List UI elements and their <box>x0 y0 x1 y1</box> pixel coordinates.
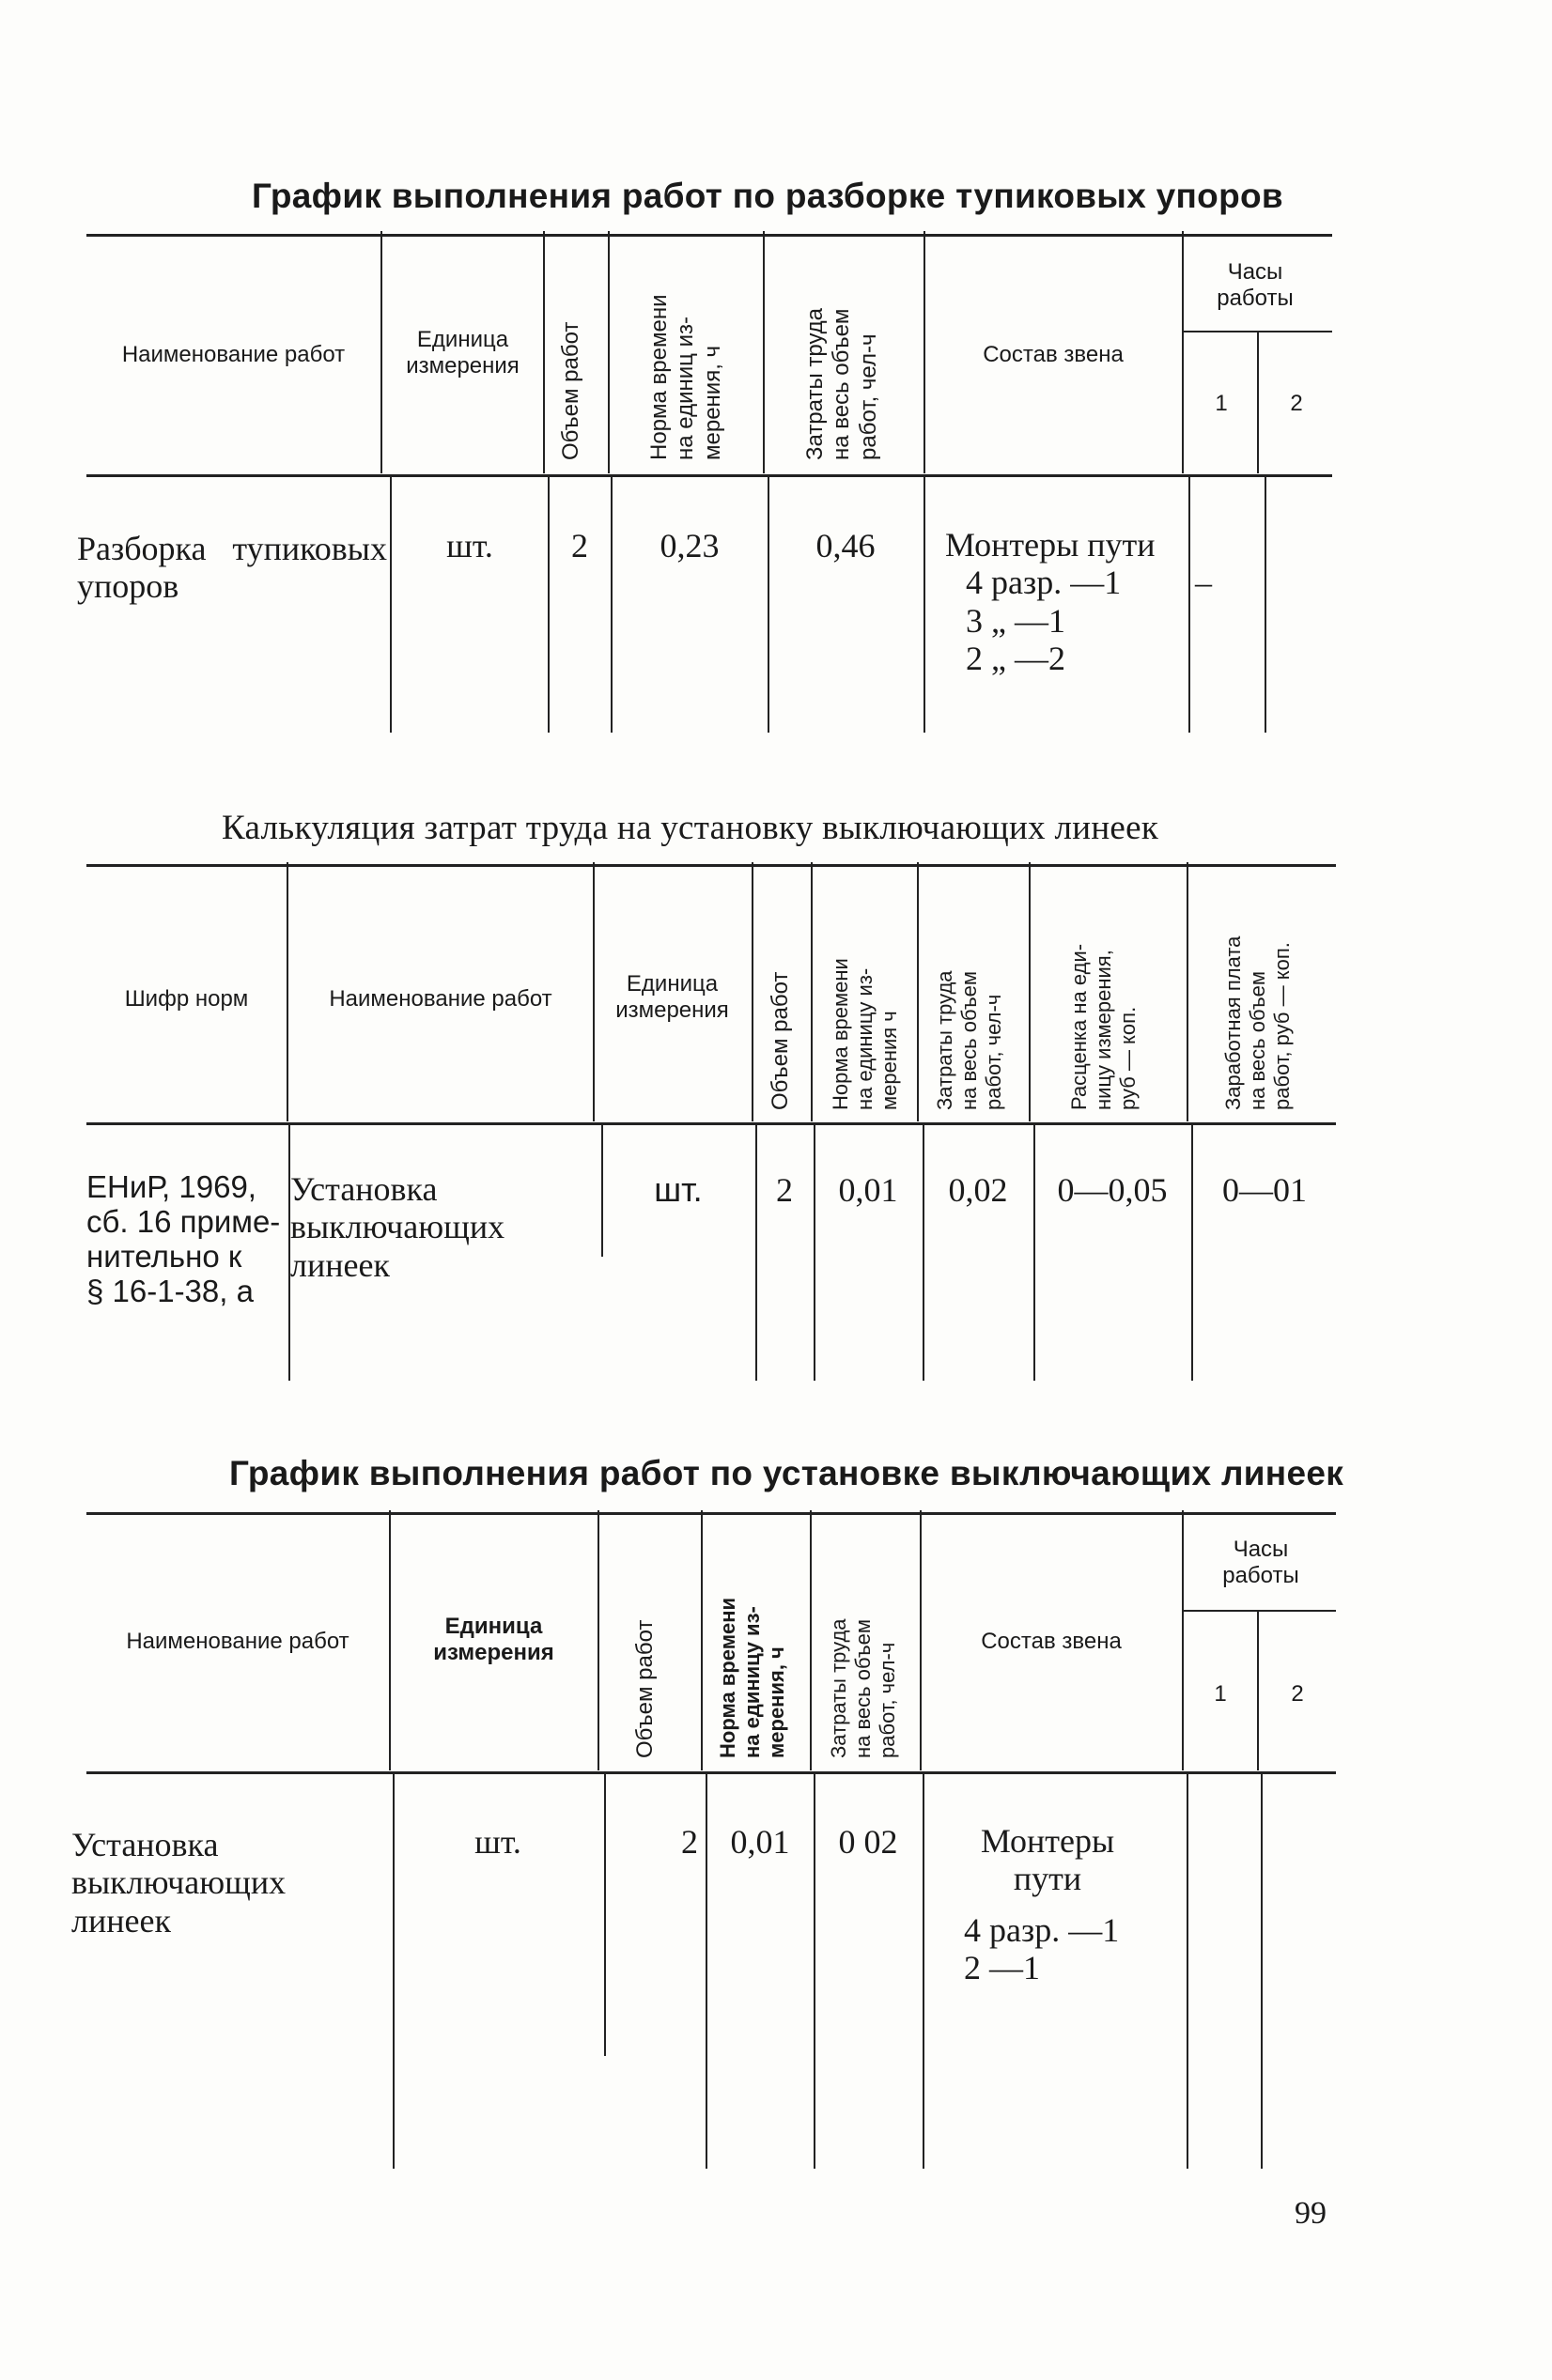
table3-header-volume: Объем работ <box>632 1619 658 1758</box>
table2-cell-rate: 0—0,05 <box>1057 1171 1168 1209</box>
table1-col-divider <box>768 477 769 733</box>
table3-cell-crew: Монтеры пути 4 разр. —1 2 —1 <box>964 1822 1120 1986</box>
table3-cell-labor: 0 02 <box>838 1823 898 1861</box>
table1-col-divider <box>543 231 545 473</box>
table2-col-divider <box>1187 862 1188 1121</box>
section2-title: Калькуляция затрат труда на установку выключающих линеек <box>222 809 1159 847</box>
table3-header-norm: Норма времени на единицу из- мерения, ч <box>716 1597 788 1758</box>
table2-cell-unit: шт. <box>654 1170 703 1209</box>
table2-cell-code: ЕНиР, 1969, сб. 16 приме- нительно к § 16-1-38, а <box>86 1169 281 1308</box>
table3-col-divider <box>920 1510 922 1770</box>
table1-cell-unit: шт. <box>446 527 493 564</box>
table2-header-volume: Объем работ <box>768 971 793 1110</box>
table1-col-divider <box>548 477 550 733</box>
table1-hour-mark: – <box>1195 564 1212 601</box>
table3-header-labor: Затраты труда на весь объем работ, чел-ч <box>827 1618 899 1758</box>
table3-header-crew: Состав звена <box>981 1629 1122 1654</box>
table1-cell-labor: 0,46 <box>815 527 876 564</box>
table1-header-hour2: 2 <box>1290 391 1303 416</box>
section3-title: График выполнения работ по установке выключающих линеек <box>229 1454 1344 1492</box>
table3-cell-name: Установка выключающих линеек <box>71 1826 287 1940</box>
table3-col-divider <box>1187 1774 1188 2169</box>
table1-col-divider <box>1182 231 1184 473</box>
table3-cell-volume: 2 <box>681 1823 698 1861</box>
table2-col-divider <box>755 1125 757 1381</box>
table2-header-code: Шифр норм <box>124 986 249 1012</box>
table1-header-hours: Часы работы <box>1217 259 1294 311</box>
table3-col-divider <box>810 1510 812 1770</box>
table2-col-divider <box>1029 862 1031 1121</box>
page-number: 99 <box>1295 2196 1327 2231</box>
table1-col-divider <box>923 477 925 733</box>
table1-header-norm: Норма времени на единиц из- мерения, ч <box>646 294 725 460</box>
table1-cell-crew: Монтеры пути 4 разр. —1 3 „ —1 2 „ —2 <box>945 526 1156 677</box>
table1-col-divider <box>608 231 610 473</box>
table1-cell-volume: 2 <box>571 527 588 564</box>
table2-header-wage: Заработная плата на весь объем работ, руб — коп. <box>1221 935 1294 1110</box>
table1-header-unit: Единица измерения <box>406 327 520 379</box>
table2-cell-wage: 0—01 <box>1222 1171 1307 1209</box>
table3-header-hours: Часы работы <box>1222 1537 1299 1588</box>
table1-col-divider <box>1188 477 1190 733</box>
table2-col-divider <box>752 862 753 1121</box>
table1-header-hour1: 1 <box>1215 391 1228 416</box>
table1-header-volume: Объем работ <box>558 321 583 460</box>
table3-top-rule <box>86 1512 1336 1515</box>
table1-col-divider <box>390 477 392 733</box>
table2-header-name: Наименование работ <box>329 986 552 1012</box>
table2-col-divider <box>917 862 919 1121</box>
table3-col-divider <box>1182 1510 1184 1770</box>
table3-col-divider <box>923 1774 924 2169</box>
table2-col-divider <box>1191 1125 1193 1381</box>
table1-header-labor: Затраты труда на весь объем работ, чел-ч <box>802 307 881 460</box>
table1-header-crew: Состав звена <box>983 342 1124 367</box>
table2-col-divider <box>811 862 813 1121</box>
table1-col-divider <box>380 231 382 473</box>
table2-top-rule <box>86 864 1336 867</box>
table3-col-divider <box>389 1510 391 1770</box>
table3-col-divider <box>604 1774 606 2056</box>
table2-header-norm: Норма времени на единицу из- мерения ч <box>829 958 901 1110</box>
table3-cell-unit: шт. <box>474 1823 521 1861</box>
table2-cell-norm: 0,01 <box>838 1171 898 1209</box>
table2-col-divider <box>1033 1125 1035 1381</box>
table2-cell-labor: 0,02 <box>948 1171 1008 1209</box>
table3-col-divider <box>598 1510 599 1770</box>
section1-title: График выполнения работ по разборке тупиковых упоров <box>252 177 1283 215</box>
table1-col-divider <box>763 231 765 473</box>
table3-header-rule <box>86 1771 1336 1774</box>
table3-col-divider <box>1261 1774 1263 2169</box>
table2-col-divider <box>814 1125 815 1381</box>
table2-header-rule <box>86 1122 1336 1125</box>
table2-cell-volume: 2 <box>776 1171 793 1209</box>
table1-header-name: Наименование работ <box>121 342 346 367</box>
table3-header-name: Наименование работ <box>126 1629 349 1654</box>
table2-header-labor: Затраты труда на весь объем работ, чел-ч <box>933 970 1005 1110</box>
table3-header-hour1: 1 <box>1214 1681 1227 1707</box>
table1-col-divider <box>611 477 613 733</box>
table1-cell-name: Разборка тупиковых упоров <box>77 530 387 606</box>
table1-col-divider <box>1265 477 1266 733</box>
table1-col-divider <box>1257 331 1259 473</box>
table2-header-rate: Расценка на еди- ницу измерения, руб — коп. <box>1067 943 1140 1110</box>
table3-header-unit: Единица измерения <box>433 1614 554 1665</box>
table3-hours-subrule <box>1182 1610 1336 1612</box>
table1-top-rule <box>86 234 1332 237</box>
table2-header-unit: Единица измерения <box>615 971 729 1023</box>
table1-header-rule <box>86 474 1332 477</box>
table3-cell-norm: 0,01 <box>730 1823 790 1861</box>
table1-cell-norm: 0,23 <box>660 527 720 564</box>
table3-col-divider <box>1257 1610 1259 1770</box>
table3-header-hour2: 2 <box>1291 1681 1304 1707</box>
table2-cell-name: Установка выключающих линеек <box>290 1170 505 1284</box>
table2-col-divider <box>923 1125 924 1381</box>
table1-col-divider <box>923 231 925 473</box>
table3-col-divider <box>701 1510 703 1770</box>
